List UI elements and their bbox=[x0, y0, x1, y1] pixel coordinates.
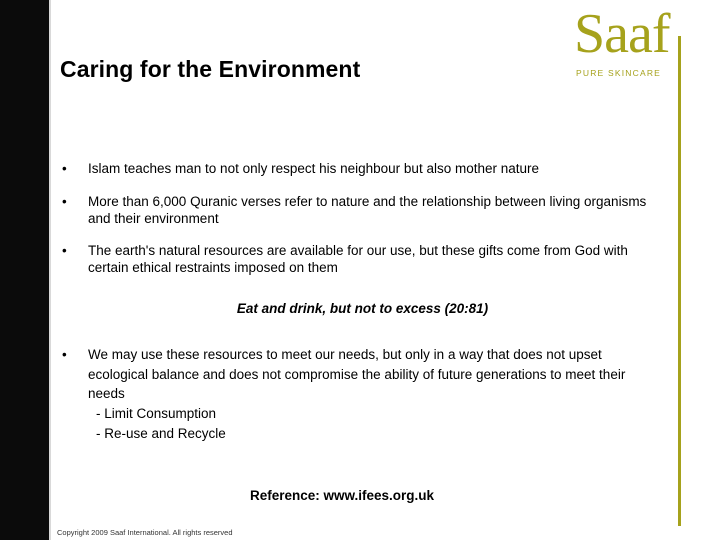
left-sidebar-bar bbox=[0, 0, 49, 540]
sub-item-reuse-recycle: - Re-use and Recycle bbox=[96, 425, 226, 441]
copyright-notice: Copyright 2009 Saaf International. All rights reserved bbox=[57, 528, 233, 537]
bullet-text: Islam teaches man to not only respect his neighbour but also mother nature bbox=[88, 161, 540, 176]
bullet-marker: • bbox=[62, 347, 67, 362]
bullet-item-2 bbox=[60, 193, 660, 227]
bullet-text: More than 6,000 Quranic verses refer to nature and the relationship between living organisms and their environment bbox=[88, 194, 647, 226]
slide-title: Caring for the Environment bbox=[60, 56, 361, 82]
bullet-marker: • bbox=[62, 161, 67, 176]
bullet-marker: • bbox=[62, 243, 67, 258]
bullet-item-3 bbox=[60, 242, 660, 276]
bullet-list-2 bbox=[60, 345, 660, 444]
logo-wordmark: Saaf bbox=[574, 3, 670, 65]
logo-tagline: PURE SKINCARE bbox=[576, 68, 662, 78]
bullet-text: The earth's natural resources are available for our use, but these gifts come from God with certain ethical restraints imposed on them bbox=[88, 243, 628, 275]
reference-link: Reference: www.ifees.org.uk bbox=[250, 488, 435, 503]
bullet-item-1 bbox=[60, 160, 539, 177]
logo-stem-line bbox=[678, 36, 681, 526]
bullet-marker: • bbox=[62, 194, 67, 209]
bullet-text: We may use these resources to meet our needs, but only in a way that does not upset ecological balance and does not compromise the ability of future generations to meet their needs bbox=[88, 347, 626, 401]
quranic-quote: Eat and drink, but not to excess (20:81) bbox=[236, 301, 489, 316]
bullet-item-4 bbox=[60, 345, 660, 404]
sidebar-edge-rule bbox=[49, 0, 51, 540]
sub-item-limit-consumption: - Limit Consumption bbox=[96, 405, 217, 421]
